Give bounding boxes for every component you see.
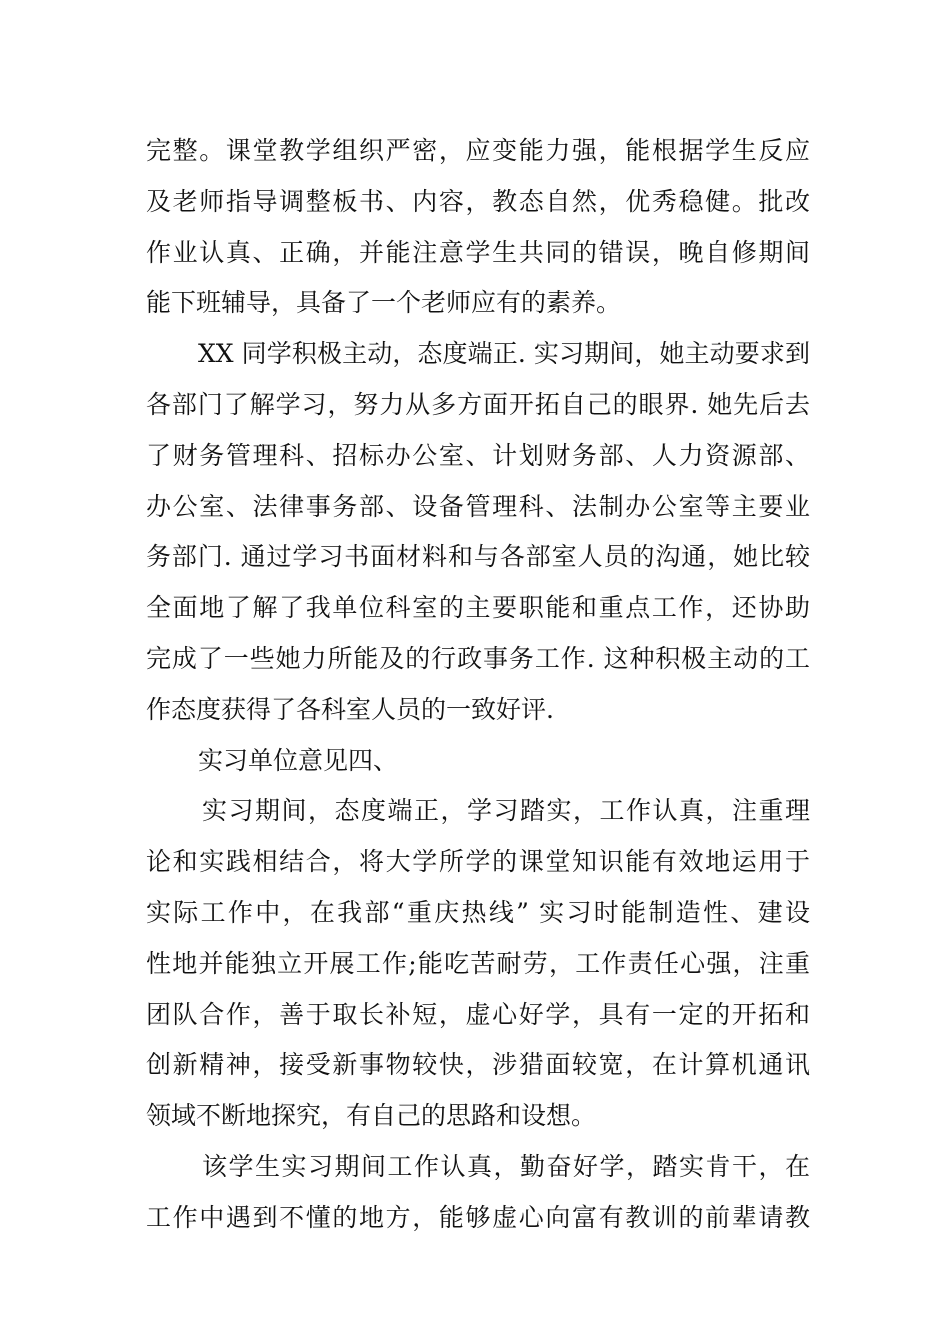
body-text (146, 126, 810, 1244)
text-line: 性地并能独立开展工作;能吃苦耐劳，工作责任心强，注重 (146, 948, 810, 978)
text-line: 务部门. 通过学习书面材料和与各部室人员的沟通，她比较 (146, 542, 810, 572)
text-line: 实际工作中，在我部“重庆热线” 实习时能制造性、建设 (146, 897, 810, 927)
text-line: 论和实践相结合，将大学所学的课堂知识能有效地运用于 (146, 847, 810, 877)
section-heading: 实习单位意见四、 (198, 745, 399, 775)
text-line: XX 同学积极主动，态度端正. 实习期间，她主动要求到 (198, 339, 810, 369)
text-line: 作业认真、正确，并能注意学生共同的错误，晚自修期间 (146, 237, 810, 267)
text-line: 团队合作，善于取长补短，虚心好学，具有一定的开拓和 (146, 999, 810, 1029)
text-line: 能下班辅导，具备了一个老师应有的素养。 (146, 288, 622, 318)
text-line: 作态度获得了各科室人员的一致好评. (146, 694, 554, 724)
text-line: 各部门了解学习，努力从多方面开拓自己的眼界. 她先后去 (146, 389, 810, 419)
text-line: 办公室、法律事务部、设备管理科、法制办公室等主要业 (146, 491, 810, 521)
text-line: 全面地了解了我单位科室的主要职能和重点工作，还协助 (146, 593, 810, 623)
text-line: 完整。课堂教学组织严密，应变能力强，能根据学生反应 (146, 136, 810, 165)
text-line: 创新精神，接受新事物较快，涉猎面较宽，在计算机通讯 (146, 1050, 810, 1080)
text-line: 该学生实习期间工作认真，勤奋好学，踏实肯干，在 (202, 1151, 810, 1181)
text-line: 完成了一些她力所能及的行政事务工作. 这种积极主动的工 (146, 643, 810, 673)
text-line: 工作中遇到不懂的地方，能够虚心向富有教训的前辈请教 (146, 1202, 810, 1232)
text-line: 了财务管理科、招标办公室、计划财务部、人力资源部、 (146, 440, 810, 470)
text-line: 实习期间，态度端正，学习踏实，工作认真，注重理 (202, 796, 810, 826)
text-line: 领域不断地探究，有自己的思路和设想。 (146, 1101, 597, 1131)
text-line: 及老师指导调整板书、内容，教态自然，优秀稳健。批改 (146, 186, 810, 216)
